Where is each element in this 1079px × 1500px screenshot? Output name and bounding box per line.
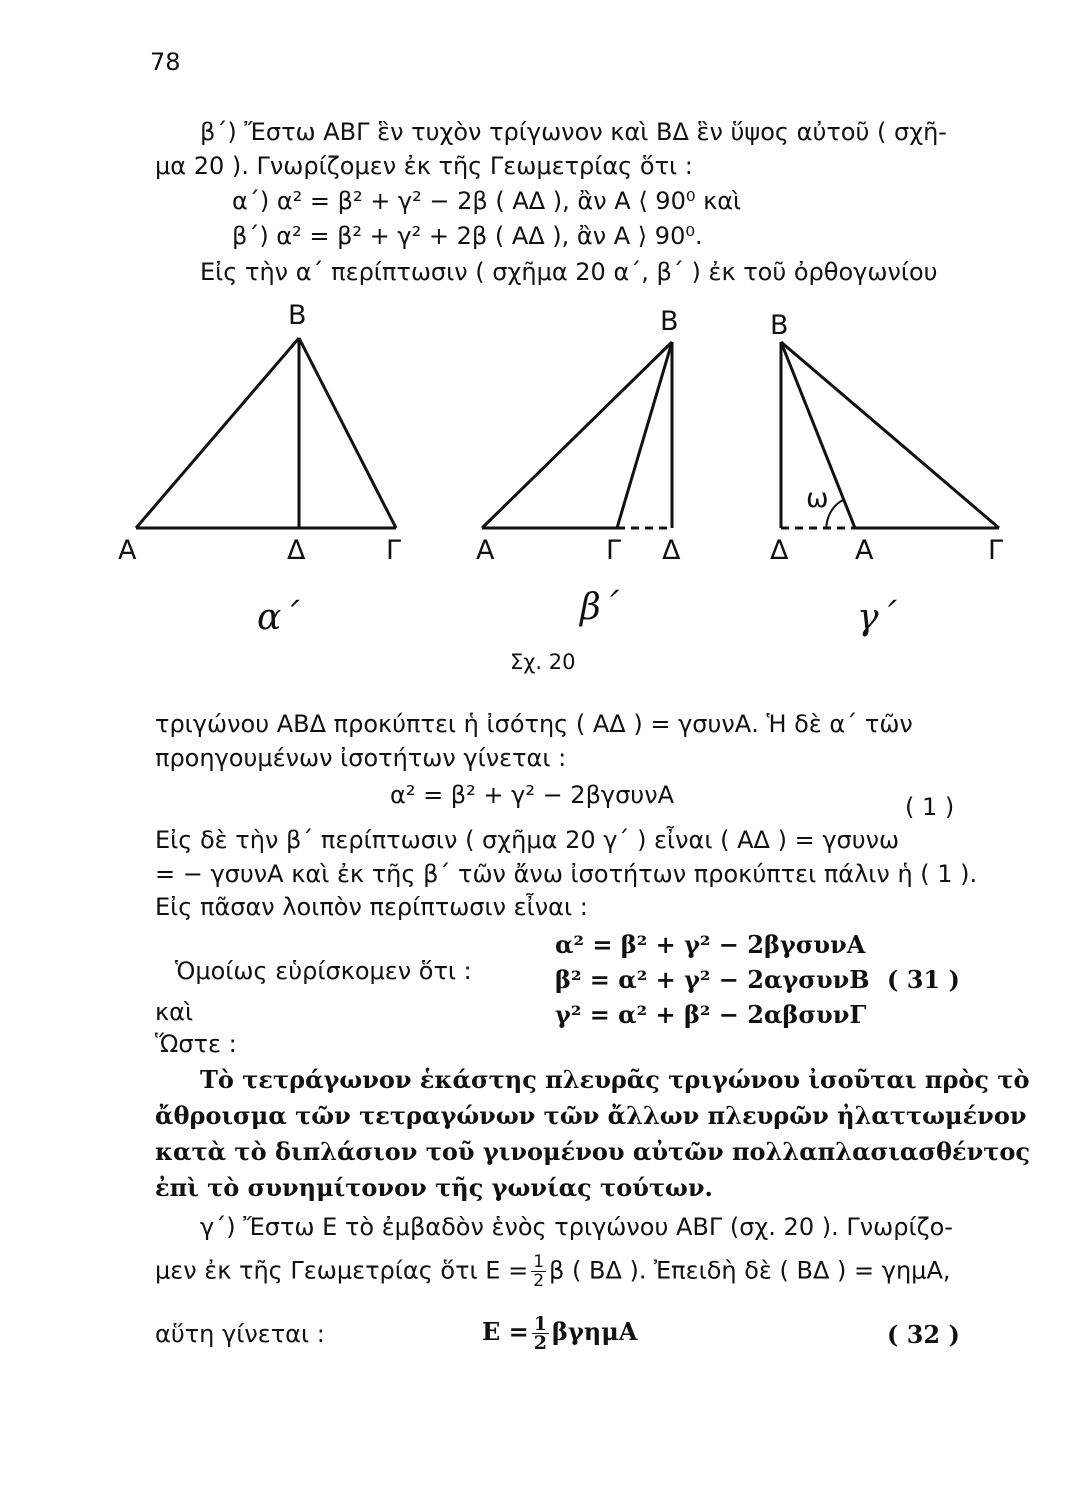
fig-b-label-a: A bbox=[476, 535, 495, 566]
figure-caption: Σχ. 20 bbox=[510, 650, 576, 674]
formula-b: β΄) α² = β² + γ² + 2β ( ΑΔ ), ἂν Α ⟩ 90⁰. bbox=[232, 222, 703, 250]
equation-32 bbox=[482, 1315, 637, 1352]
fraction-numerator: 1 bbox=[533, 1252, 545, 1272]
page-number: 78 bbox=[150, 48, 181, 76]
system-number: ( 31 ) bbox=[887, 965, 960, 994]
equation-1: α² = β² + γ² − 2βγσυνΑ bbox=[390, 781, 675, 809]
equation-32-denominator: 2 bbox=[533, 1332, 547, 1354]
para-c-line-2-pre: μεν ἐκ τῆς Γεωμετρίας ὅτι Ε = bbox=[155, 1256, 529, 1285]
equation-32-numerator: 1 bbox=[533, 1313, 547, 1335]
theorem-line-2: ἄθροισμα τῶν τετραγώνων τῶν ἄλλων πλευρῶν ἠλαττωμένον bbox=[155, 1101, 1027, 1130]
formula-a: α΄) α² = β² + γ² − 2β ( ΑΔ ), ἂν Α ⟨ 90⁰ καὶ bbox=[232, 187, 742, 215]
system-left-2: καὶ bbox=[155, 998, 194, 1026]
fig-b-label-d: Δ bbox=[662, 535, 681, 566]
fig-a-caption: α΄ bbox=[257, 597, 300, 638]
fraction-denominator: 2 bbox=[533, 1271, 545, 1291]
para-after-line-1: τριγώνου ΑΒΔ προκύπτει ἡ ἰσότης ( ΑΔ ) = γσυνΑ. Ἡ δὲ α΄ τῶν bbox=[155, 710, 913, 738]
fraction-one-half bbox=[531, 1253, 546, 1290]
fig-a-label-b: B bbox=[288, 300, 307, 331]
fig-a-label-g: Γ bbox=[386, 535, 402, 566]
fig-c-label-d: Δ bbox=[770, 535, 789, 566]
equation-1-number: ( 1 ) bbox=[905, 793, 955, 821]
fig-b-label-b: B bbox=[660, 306, 679, 337]
system-eq-a: α² = β² + γ² − 2βγσυνΑ bbox=[555, 930, 866, 959]
equation-32-fraction bbox=[532, 1315, 549, 1352]
para-after-line-5: Εἰς πᾶσαν λοιπὸν περίπτωσιν εἶναι : bbox=[155, 893, 588, 921]
para-after-line-2: προηγουμένων ἰσοτήτων γίνεται : bbox=[155, 744, 567, 772]
fig-c-label-omega: ω bbox=[806, 483, 829, 514]
equation-32-post: βγημΑ bbox=[552, 1317, 638, 1346]
theorem-line-1: Τὸ τετράγωνον ἑκάστης πλευρᾶς τριγώνου ἰσοῦται πρὸς τὸ bbox=[200, 1065, 1030, 1094]
para-c-line-1: γ΄) Ἔστω Ε τὸ ἐμβαδὸν ἑνὸς τριγώνου ΑΒΓ (σχ. 20 ). Γνωρίζο- bbox=[200, 1213, 953, 1241]
para-c-line-2 bbox=[155, 1253, 951, 1290]
para-after-line-3: Εἰς δὲ τὴν β΄ περίπτωσιν ( σχῆμα 20 γ΄ ) εἶναι ( ΑΔ ) = γσυνω bbox=[155, 826, 900, 854]
para-b-line-2: μα 20 ). Γνωρίζομεν ἐκ τῆς Γεωμετρίας ὅτι : bbox=[155, 152, 693, 180]
fig-a-side-bg bbox=[299, 338, 396, 528]
equation-32-pre: Ε = bbox=[482, 1317, 529, 1346]
fig-a-label-d: Δ bbox=[287, 535, 306, 566]
system-eq-b: β² = α² + γ² − 2αγσυνΒ bbox=[555, 965, 870, 994]
para-b-line-1: β΄) Ἔστω ΑΒΓ ἓν τυχὸν τρίγωνον καὶ ΒΔ ἓν ὕψος αὐτοῦ ( σχῆ- bbox=[200, 118, 947, 146]
system-left-3: Ὥστε : bbox=[155, 1030, 237, 1058]
figure-20 bbox=[0, 0, 1079, 700]
fig-b-caption: β΄ bbox=[580, 587, 619, 628]
para-c-line-3: αὕτη γίνεται : bbox=[155, 1320, 325, 1348]
equation-32-label: ( 32 ) bbox=[887, 1320, 960, 1349]
fig-a-side-ab bbox=[136, 338, 299, 528]
system-left-1: Ὁμοίως εὑρίσκομεν ὅτι : bbox=[175, 957, 472, 985]
fig-c-label-b: B bbox=[770, 310, 789, 341]
theorem-line-3: κατὰ τὸ διπλάσιον τοῦ γινομένου αὐτῶν πολλαπλασιασθέντος bbox=[155, 1137, 1031, 1166]
system-eq-c: γ² = α² + β² − 2αβσυνΓ bbox=[555, 1000, 867, 1029]
para-after-line-4: = − γσυνΑ καὶ ἐκ τῆς β΄ τῶν ἄνω ἰσοτήτων προκύπτει πάλιν ἡ ( 1 ). bbox=[155, 860, 978, 888]
fig-c-label-a: A bbox=[855, 535, 874, 566]
fig-a-label-a: A bbox=[118, 535, 137, 566]
para-b-line-3: Εἰς τὴν α΄ περίπτωσιν ( σχῆμα 20 α΄, β΄ ) ἐκ τοῦ ὀρθογωνίου bbox=[200, 258, 938, 286]
fig-c-caption: γ΄ bbox=[857, 597, 897, 638]
fig-c-label-g: Γ bbox=[988, 535, 1004, 566]
fig-b-label-g: Γ bbox=[606, 535, 622, 566]
theorem-line-4: ἐπὶ τὸ συνημίτονον τῆς γωνίας τούτων. bbox=[155, 1173, 713, 1202]
para-c-line-2-post: β ( ΒΔ ). Ἐπειδὴ δὲ ( ΒΔ ) = γημΑ, bbox=[549, 1256, 951, 1285]
